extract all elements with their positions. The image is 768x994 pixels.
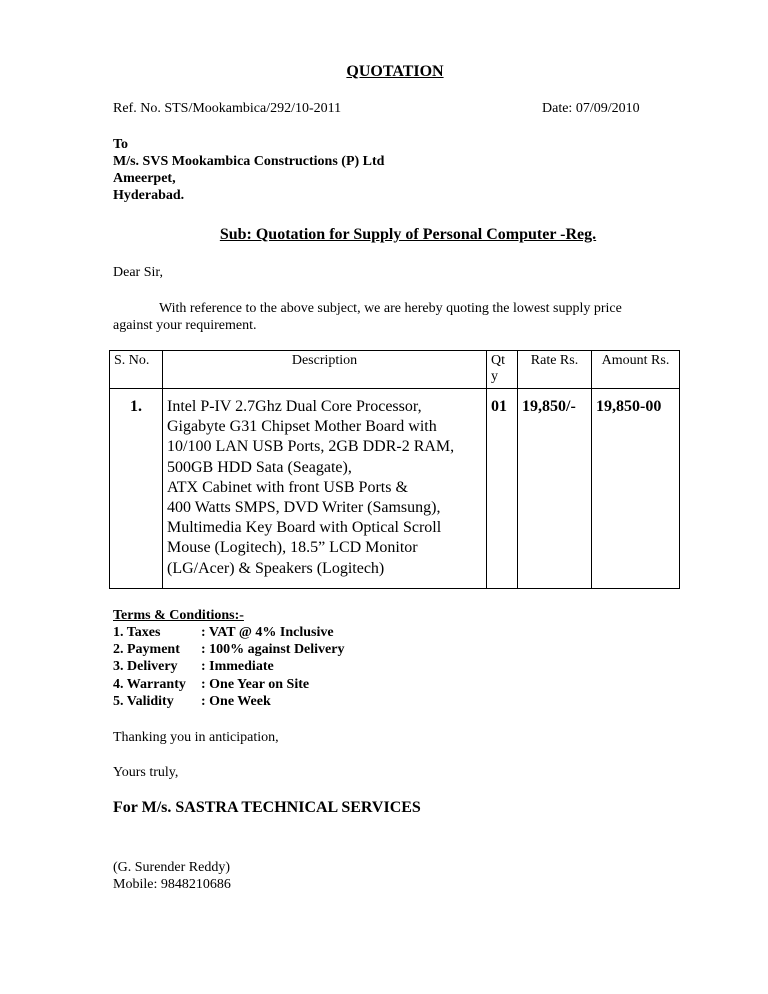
terms-item xyxy=(113,642,344,658)
row-sno: 1. xyxy=(130,398,142,415)
subject-line: Sub: Quotation for Supply of Personal Computer -Reg. xyxy=(219,226,597,243)
header-cell-qty xyxy=(487,351,518,389)
description-line: Gigabyte G31 Chipset Mother Board with xyxy=(167,418,437,436)
header-sno: S. No. xyxy=(114,353,150,368)
description-line: Multimedia Key Board with Optical Scroll xyxy=(167,519,442,537)
description-line: ATX Cabinet with front USB Ports & xyxy=(167,478,408,496)
term-label: 1. Taxes xyxy=(113,625,161,640)
document-title: QUOTATION xyxy=(346,63,444,80)
recipient-address-line-2: Hyderabad. xyxy=(113,188,185,203)
signatory-mobile: Mobile: 9848210686 xyxy=(113,877,231,892)
description-line: 10/100 LAN USB Ports, 2GB DDR-2 RAM, xyxy=(167,438,455,456)
closing-yours-truly: Yours truly, xyxy=(113,765,179,780)
table-header-row xyxy=(110,351,680,389)
terms-title: Terms & Conditions:- xyxy=(113,608,244,623)
header-cell-description xyxy=(163,351,487,389)
header-cell-sno xyxy=(110,351,163,389)
intro-line-2: against your requirement. xyxy=(113,318,257,333)
description-line: 400 Watts SMPS, DVD Writer (Samsung), xyxy=(167,499,441,517)
row-amount: 19,850-00 xyxy=(596,398,662,415)
row-qty: 01 xyxy=(491,398,507,415)
header-rate: Rate Rs. xyxy=(530,353,579,368)
term-value: : 100% against Delivery xyxy=(201,642,345,657)
terms-item xyxy=(113,659,274,675)
term-label: 5. Validity xyxy=(113,694,174,709)
term-value: : One Year on Site xyxy=(201,677,310,692)
header-qty-line-2: y xyxy=(491,369,498,384)
salutation: Dear Sir, xyxy=(113,265,163,280)
recipient-address-line-1: Ameerpet, xyxy=(113,171,176,186)
header-cell-amount xyxy=(592,351,680,389)
document-date: Date: 07/09/2010 xyxy=(542,101,640,116)
intro-line-1: With reference to the above subject, we are hereby quoting the lowest supply price xyxy=(159,301,622,316)
term-value: : Immediate xyxy=(201,659,274,674)
header-amount: Amount Rs. xyxy=(601,353,670,368)
description-line: 500GB HDD Sata (Seagate), xyxy=(167,458,352,476)
header-description: Description xyxy=(291,353,358,368)
row-cell-rate xyxy=(518,389,592,589)
terms-item xyxy=(113,677,309,693)
reference-number: Ref. No. STS/Mookambica/292/10-2011 xyxy=(113,101,342,116)
table-row xyxy=(110,389,680,589)
term-label: 3. Delivery xyxy=(113,659,178,674)
quotation-table xyxy=(109,350,680,589)
terms-item xyxy=(113,694,271,710)
term-value: : One Week xyxy=(201,694,271,709)
row-cell-qty xyxy=(487,389,518,589)
term-label: 4. Warranty xyxy=(113,677,186,692)
header-qty-line-1: Qt xyxy=(491,353,505,368)
row-cell-description xyxy=(163,389,487,589)
row-rate: 19,850/- xyxy=(522,398,576,415)
term-value: : VAT @ 4% Inclusive xyxy=(201,625,334,640)
header-cell-rate xyxy=(518,351,592,389)
description-line: Mouse (Logitech), 18.5” LCD Monitor xyxy=(167,539,418,557)
row-cell-sno xyxy=(110,389,163,589)
closing-thanks: Thanking you in anticipation, xyxy=(113,730,279,745)
description-line: (LG/Acer) & Speakers (Logitech) xyxy=(167,559,385,577)
terms-item xyxy=(113,625,334,641)
row-cell-amount xyxy=(592,389,680,589)
row-description xyxy=(163,389,486,579)
description-line: Intel P-IV 2.7Ghz Dual Core Processor, xyxy=(167,398,422,415)
recipient-to: To xyxy=(113,137,129,152)
recipient-name: M/s. SVS Mookambica Constructions (P) Ltd xyxy=(113,154,385,169)
company-name: For M/s. SASTRA TECHNICAL SERVICES xyxy=(113,799,421,816)
header-qty xyxy=(487,351,517,385)
signatory-name: (G. Surender Reddy) xyxy=(113,860,231,875)
term-label: 2. Payment xyxy=(113,642,180,657)
